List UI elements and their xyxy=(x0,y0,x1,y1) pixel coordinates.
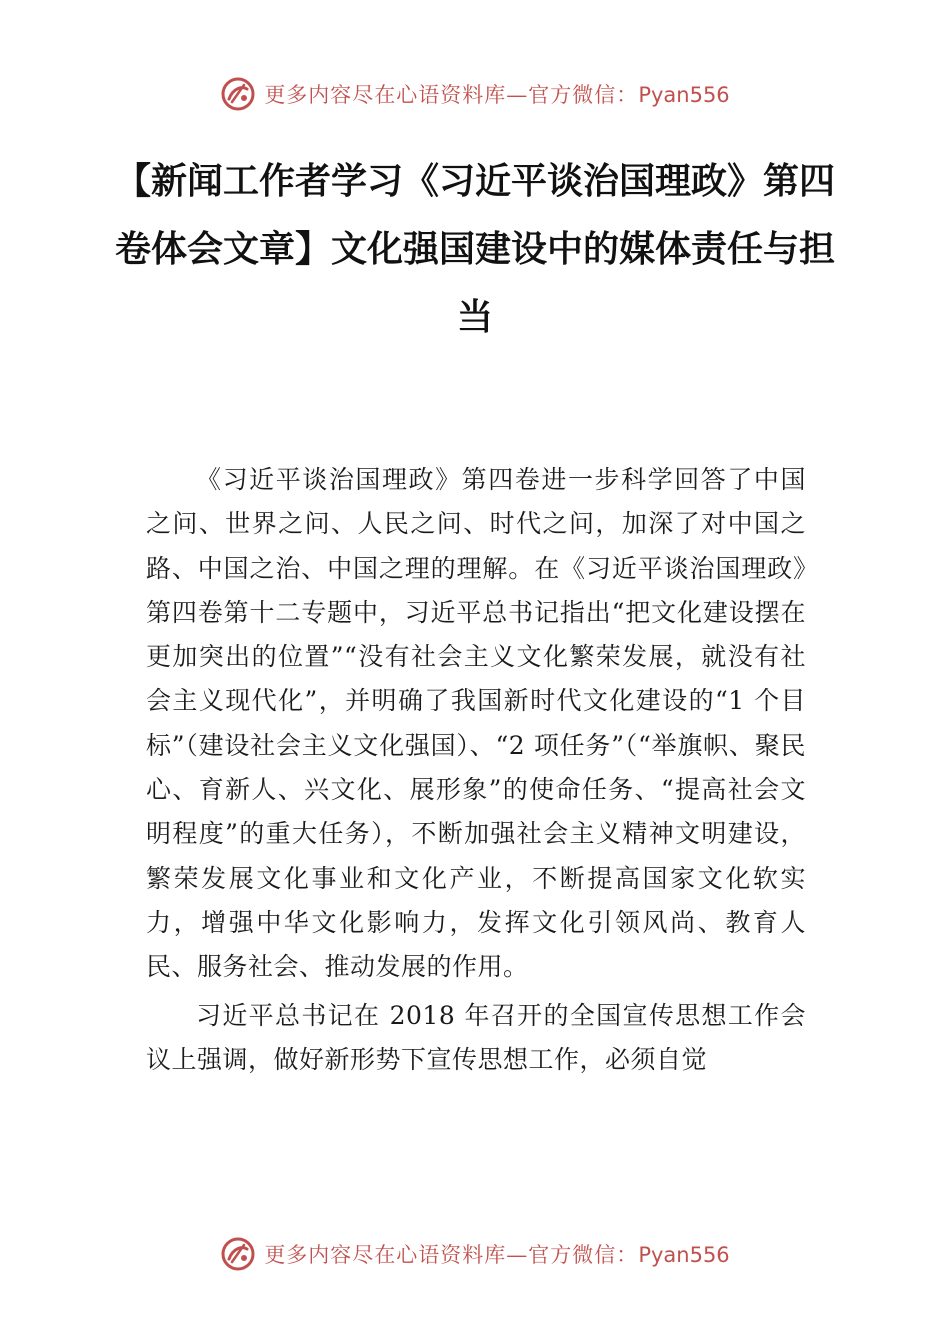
seal-logo-icon xyxy=(220,1236,256,1272)
wechat-id: Pyan556 xyxy=(638,1243,730,1267)
wechat-id: Pyan556 xyxy=(638,83,730,107)
document-title: 【新闻工作者学习《习近平谈治国理政》第四卷体会文章】文化强国建设中的媒体责任与担当 xyxy=(114,161,835,338)
paragraph: 习近平总书记在 2018 年召开的全国宣传思想工作会议上强调，做好新形势下宣传思想工作，必须自觉 xyxy=(146,1000,806,1074)
paragraph: 《习近平谈治国理政》第四卷进一步科学回答了中国之问、世界之问、人民之问、时代之问，加深了对中国之路、中国之治、中国之理的理解。在《习近平谈治国理政》第四卷第十二专题中，习近平总书记指出“把文化建设摆在更加突出的位置”“没有社会主义文化繁荣发展，就没有社会主义现代化”，并明确了我国新时代文化建设的“1 个目标”（建设社会主义文化强国）、“2 项任务”（“举旗帜、聚民心、育新人、兴文化、展形象”的使命任务、“提高社会文明程度”的重大任务），不断加强社会主义精神文明建设，繁荣发展文化事业和文化产业，不断提高国家文化软实力，增强中华文化影响力，发挥文化引领风尚、教育人民、服务社会、推动发展的作用。 xyxy=(146,465,806,982)
footer-banner xyxy=(0,1232,950,1276)
seal-logo-icon xyxy=(220,76,256,112)
banner-text: 更多内容尽在心语资料库—官方微信：Pyan556 xyxy=(264,83,730,107)
banner-text: 更多内容尽在心语资料库—官方微信：Pyan556 xyxy=(264,1243,730,1267)
document-body xyxy=(146,458,806,1086)
header-banner xyxy=(0,72,950,116)
